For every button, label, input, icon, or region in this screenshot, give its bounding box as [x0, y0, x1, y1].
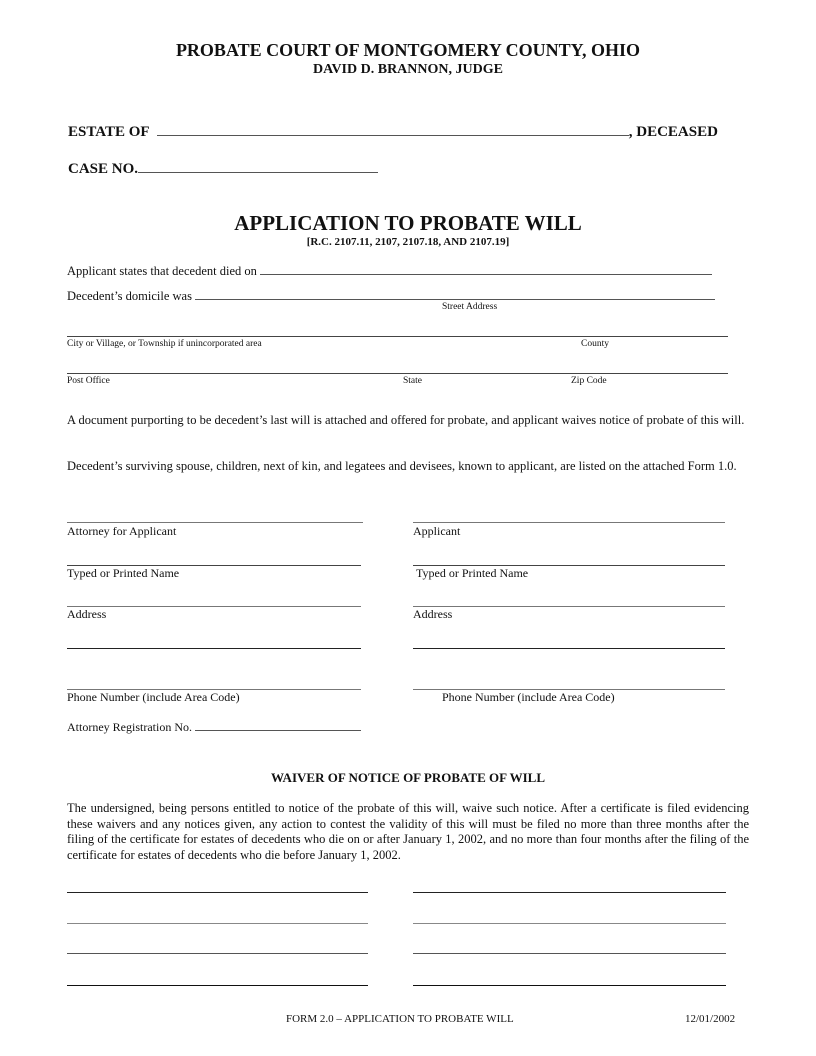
waiver-title: WAIVER OF NOTICE OF PROBATE OF WILL: [271, 770, 545, 785]
waiver-signature-line-8[interactable]: [413, 985, 726, 986]
estate-row: [68, 121, 728, 141]
domicile-label: Decedent’s domicile was: [67, 289, 192, 303]
state-caption: State: [403, 376, 422, 386]
form-title: APPLICATION TO PROBATE WILL: [234, 211, 582, 235]
county-caption: County: [581, 339, 609, 349]
attorney-address-line-2[interactable]: [67, 648, 361, 649]
waiver-signature-line-2[interactable]: [413, 892, 726, 893]
died-on-row: [67, 262, 729, 279]
attorney-phone-caption: Phone Number (include Area Code): [67, 690, 240, 704]
street-address-field[interactable]: [195, 287, 715, 300]
attorney-registration-label: Attorney Registration No.: [67, 720, 192, 734]
case-number-field[interactable]: [138, 158, 378, 173]
estate-label: ESTATE OF: [68, 124, 149, 140]
waiver-signature-line-3[interactable]: [67, 923, 368, 924]
applicant-address-line-1[interactable]: [413, 606, 725, 607]
footer-form-label: FORM 2.0 – APPLICATION TO PROBATE WILL: [286, 1013, 514, 1025]
court-name: PROBATE COURT OF MONTGOMERY COUNTY, OHIO: [175, 40, 641, 60]
deceased-label: , DECEASED: [628, 124, 718, 140]
city-caption: City or Village, or Township if unincorporated area: [67, 339, 262, 349]
estate-name-field[interactable]: [157, 121, 629, 136]
date-of-death-field[interactable]: [260, 262, 712, 275]
waiver-signature-line-1[interactable]: [67, 892, 368, 893]
attorney-caption: Attorney for Applicant: [67, 524, 177, 538]
case-row: [68, 158, 378, 178]
zip-code-caption: Zip Code: [571, 376, 607, 386]
judge-name: DAVID D. BRANNON, JUDGE: [313, 62, 503, 77]
footer-date: 12/01/2002: [685, 1013, 736, 1025]
form-statutes: [R.C. 2107.11, 2107, 2107.18, AND 2107.19]: [306, 236, 510, 248]
domicile-row: [67, 287, 729, 304]
attorney-name-caption: Typed or Printed Name: [67, 566, 180, 580]
case-label: CASE NO.: [68, 161, 139, 177]
waiver-signature-line-7[interactable]: [67, 985, 368, 986]
will-attached-paragraph: A document purporting to be decedent’s last will is attached and offered for probate, and applicant waives notice of probate of this will.: [67, 413, 745, 427]
attorney-registration-row: [67, 718, 361, 735]
applicant-phone-caption: Phone Number (include Area Code): [442, 690, 615, 704]
waiver-paragraph: The undersigned, being persons entitled to notice of the probate of this will, waive such notice. After a certificate is filed evidencing these waivers and any notices given, any action to contest the validity of this will must be filed no more than three months after the filing of the certificate for estates of decedents who die on or after January 1, 2002, and no more than four months after the filing of the certificate for estates of decedents who die before January 1, 2002.: [67, 801, 749, 862]
applicant-address-line-2[interactable]: [413, 648, 725, 649]
survivors-paragraph: Decedent’s surviving spouse, children, next of kin, and legatees and devisees, known to applicant, are listed on the attached Form 1.0.: [67, 459, 737, 473]
post-office-state-zip-line[interactable]: [67, 373, 728, 374]
attorney-registration-field[interactable]: [195, 718, 361, 731]
city-county-line[interactable]: [67, 336, 728, 337]
applicant-name-caption: Typed or Printed Name: [416, 566, 529, 580]
waiver-signature-line-4[interactable]: [413, 923, 726, 924]
waiver-signature-line-5[interactable]: [67, 953, 368, 954]
attorney-signature-line[interactable]: [67, 522, 363, 523]
post-office-caption: Post Office: [67, 376, 110, 386]
applicant-address-caption: Address: [413, 607, 453, 621]
waiver-signature-line-6[interactable]: [413, 953, 726, 954]
died-on-label: Applicant states that decedent died on: [67, 264, 257, 278]
street-address-caption: Street Address: [442, 302, 498, 312]
applicant-caption: Applicant: [413, 524, 461, 538]
applicant-signature-line[interactable]: [413, 522, 725, 523]
attorney-address-line-1[interactable]: [67, 606, 361, 607]
attorney-address-caption: Address: [67, 607, 107, 621]
